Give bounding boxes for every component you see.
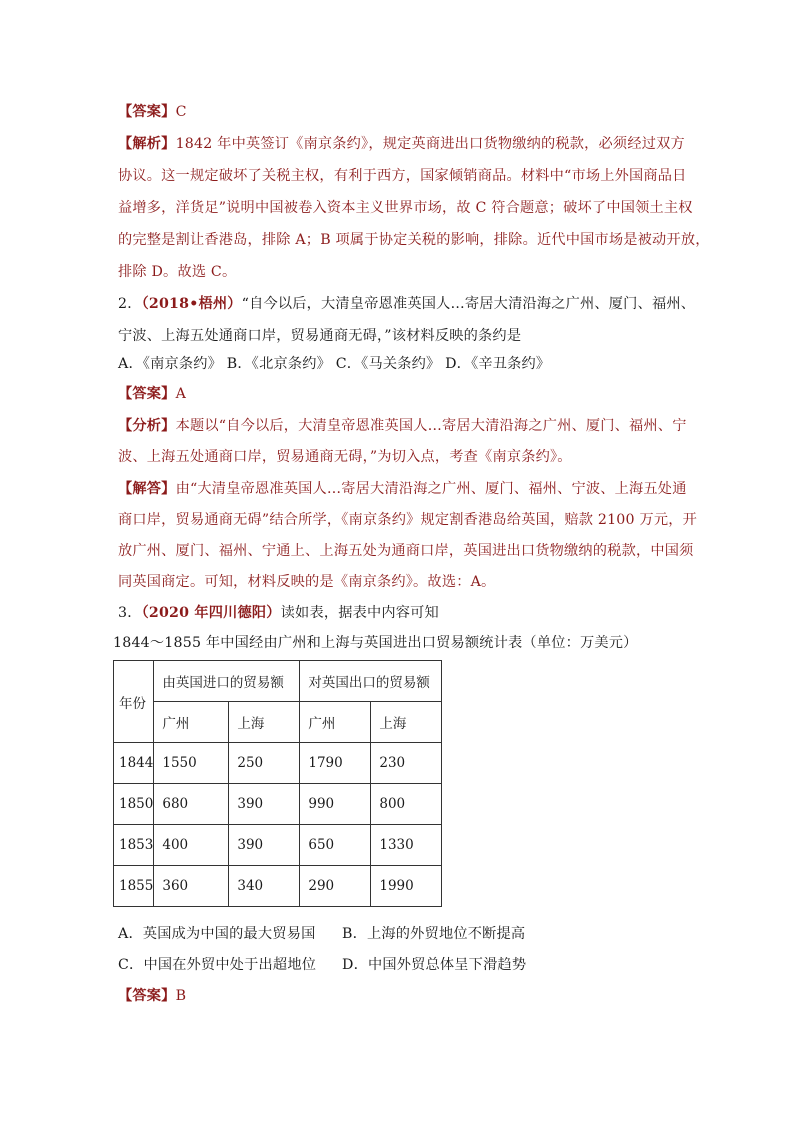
analysis-text: 协议。这一规定破坏了关税主权，有利于西方，国家倾销商品。材料中“市场上外国商品日 [118, 168, 687, 184]
table-subheader-row [114, 702, 442, 743]
q2-solution-line [118, 479, 687, 499]
table-row [114, 866, 442, 907]
table-cell: 1790 [300, 743, 371, 784]
table-cell: 390 [229, 825, 300, 866]
year-cell: 1855 [114, 866, 154, 907]
question-source: （2018•梧州） [141, 296, 242, 312]
subheader-cell: 广州 [154, 702, 229, 743]
solution-text: 由“大清皇帝恩准英国人…寄居大清沿海之广州、厦门、福州、宁波、上海五处通 [175, 481, 687, 497]
table-cell: 680 [154, 784, 229, 825]
analysis-text: 波、上海五处通商口岸，贸易通商无碍，”为切入点，考查《南京条约》。 [118, 449, 572, 465]
solution-text: 商口岸，贸易通商无碍”结合所学，《南京条约》规定割香港岛给英国，赔款 2100 万元，开 [118, 512, 698, 528]
table-cell: 400 [154, 825, 229, 866]
analysis-text: 的完整是割让香港岛，排除 A；B 项属于协定关税的影响，排除。近代中国市场是被动开放， [118, 232, 710, 248]
q2-answer-line [118, 384, 678, 404]
table-cell: 290 [300, 866, 371, 907]
question-number: 2． [118, 296, 142, 312]
analysis-text: 益增多，洋货足”说明中国被卷入资本主义世界市场，故 C 符合题意；破坏了中国领土主权 [118, 200, 693, 216]
q3-options-row-1 [118, 924, 678, 944]
table-cell: 360 [154, 866, 229, 907]
table-cell: 390 [229, 784, 300, 825]
question-number: 3． [118, 605, 142, 621]
solution-text: 放广州、厦门、福州、宁通上、上海五处为通商口岸，英国进出口货物缴纳的税款，中国须 [118, 543, 694, 559]
answer-value: C [175, 104, 187, 120]
table-row [114, 784, 442, 825]
q1-analysis-line [118, 134, 685, 154]
option-a: A．英国成为中国的最大贸易国 [118, 926, 316, 942]
year-cell: 1853 [114, 825, 154, 866]
question-stem: “自今以后，大清皇帝恩准英国人…寄居大清沿海之广州、厦门、福州、 [241, 296, 696, 312]
q3-options-row-2 [118, 955, 678, 975]
year-cell: 1844 [114, 743, 154, 784]
analysis-tag: 【分析】 [118, 418, 176, 434]
question-stem: 宁波、上海五处通商口岸，贸易通商无碍，”该材料反映的条约是 [118, 328, 522, 344]
option-b: B．上海的外贸地位不断提高 [342, 926, 526, 942]
table-cell: 990 [300, 784, 371, 825]
import-header: 由英国进口的贸易额 [154, 661, 300, 702]
trade-statistics-table [113, 660, 442, 907]
q3-answer-line [118, 986, 678, 1006]
q2-options: A．《南京条约》 B．《北京条约》 C．《马关条约》 D．《辛丑条约》 [118, 356, 551, 372]
table-cell: 340 [229, 866, 300, 907]
answer-tag: 【答案】 [118, 104, 176, 120]
option-c: C．中国在外贸中处于出超地位 [118, 957, 317, 973]
answer-value: A [175, 386, 187, 402]
table-cell: 800 [371, 784, 442, 825]
q2-analysis-line [118, 416, 687, 436]
answer-tag: 【答案】 [118, 386, 176, 402]
analysis-tag: 【解析】 [118, 136, 176, 152]
table-cell: 1330 [371, 825, 442, 866]
solution-text: 同英国商定。可知，材料反映的是《南京条约》。故选：A。 [118, 574, 496, 590]
subheader-cell: 广州 [300, 702, 371, 743]
table-title: 1844～1855 年中国经由广州和上海与英国进出口贸易额统计表（单位：万美元） [113, 635, 638, 651]
q2-stem-line [118, 294, 696, 314]
subheader-cell: 上海 [371, 702, 442, 743]
export-header: 对英国出口的贸易额 [300, 661, 442, 702]
q1-answer-line [118, 102, 678, 122]
table-row [114, 825, 442, 866]
table-cell: 230 [371, 743, 442, 784]
analysis-text: 1842 年中英签订《南京条约》，规定英商进出口货物缴纳的税款，必须经过双方 [175, 136, 685, 152]
table-cell: 650 [300, 825, 371, 866]
q3-stem-line [118, 603, 678, 623]
table-cell: 250 [229, 743, 300, 784]
table-header-row [114, 661, 442, 702]
analysis-text: 排除 D。故选 C。 [118, 264, 237, 280]
table-cell: 1550 [154, 743, 229, 784]
answer-value: B [175, 988, 187, 1004]
solution-tag: 【解答】 [118, 481, 176, 497]
analysis-text: 本题以“自今以后，大清皇帝恩准英国人…寄居大清沿海之广州、厦门、福州、宁 [175, 418, 687, 434]
subheader-cell: 上海 [229, 702, 300, 743]
table-row [114, 743, 442, 784]
question-source: （2020 年四川德阳） [141, 605, 281, 621]
answer-tag: 【答案】 [118, 988, 176, 1004]
year-cell: 1850 [114, 784, 154, 825]
table-cell: 1990 [371, 866, 442, 907]
year-header: 年份 [114, 661, 154, 743]
option-d: D．中国外贸总体呈下滑趋势 [342, 957, 527, 973]
question-stem: 读如表，据表中内容可知 [280, 605, 439, 621]
